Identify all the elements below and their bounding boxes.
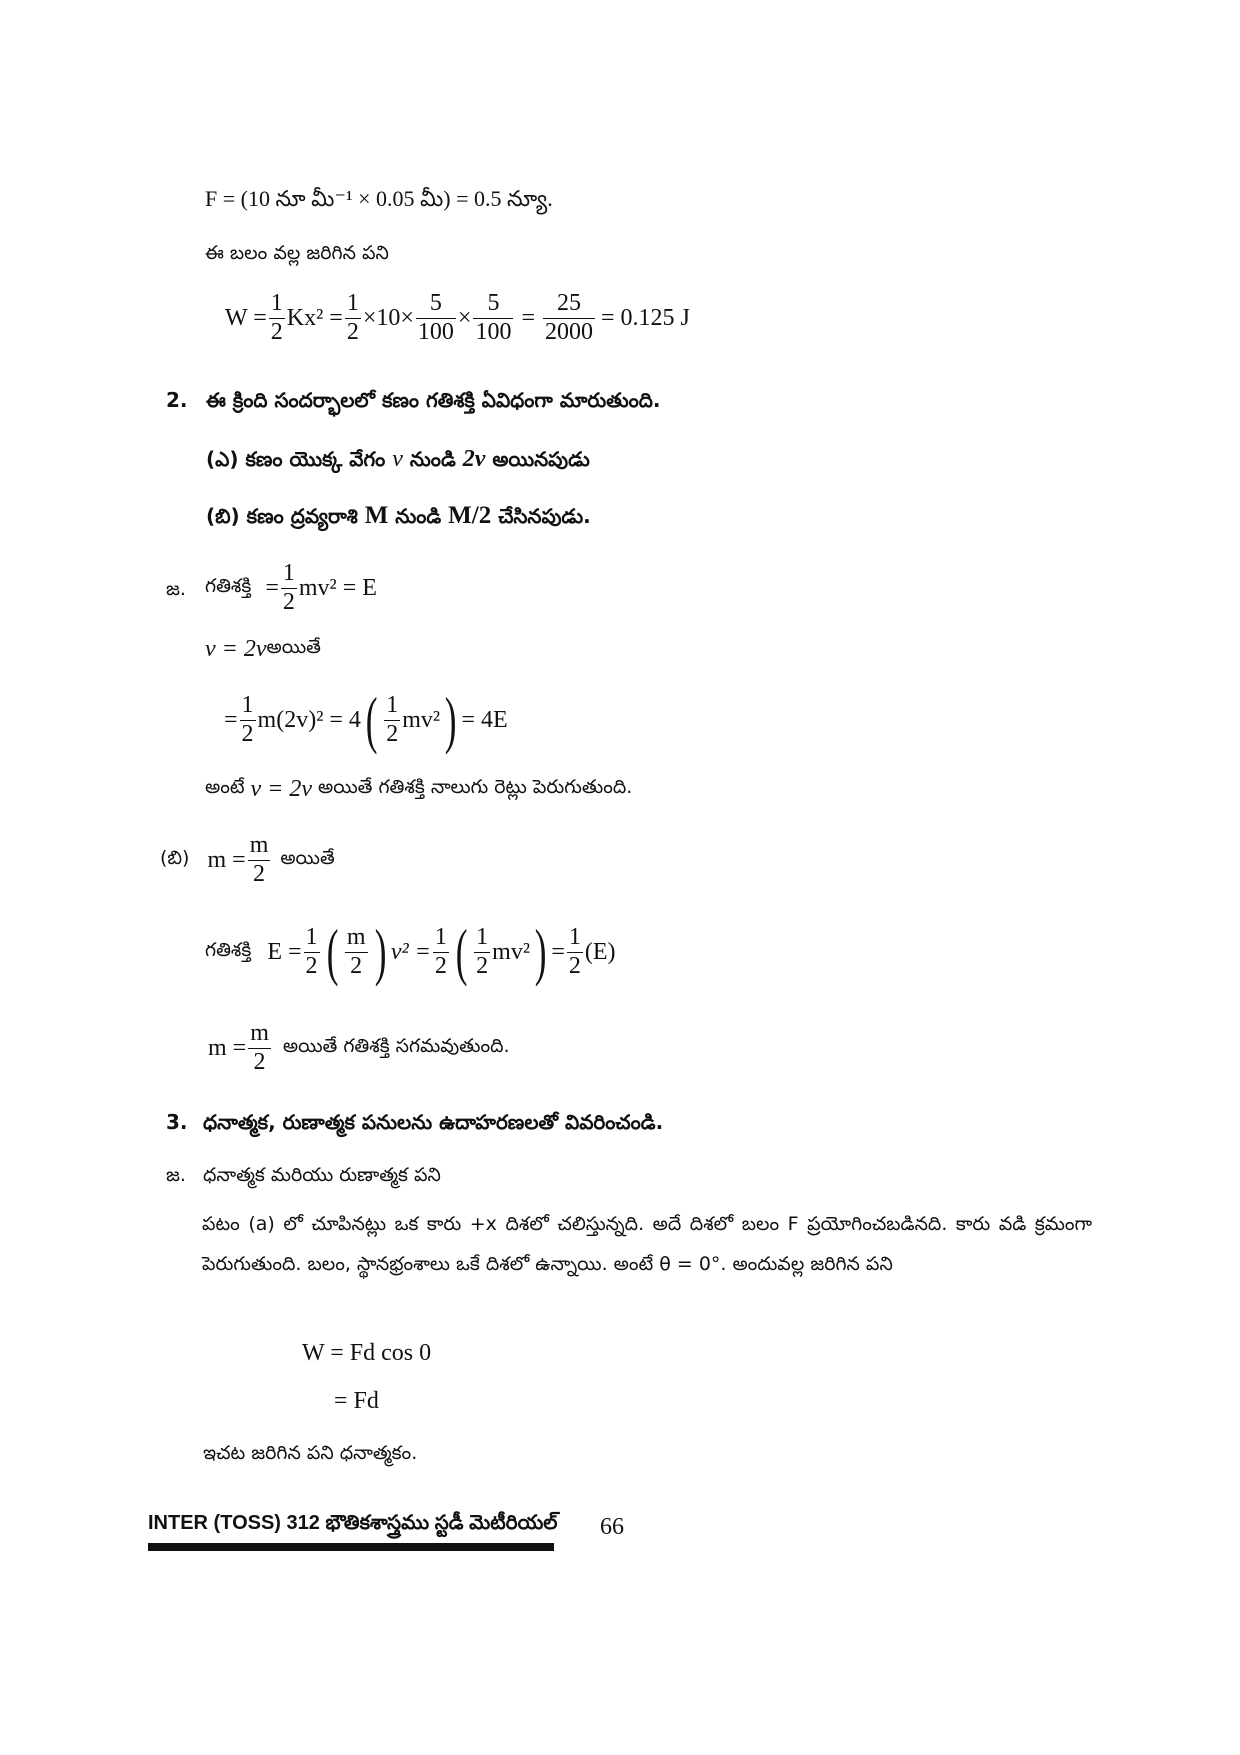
question-2-text: ఈ క్రింది సందర్భాలలో కణం గతిశక్తి ఏవిధంగా మారుతుంది. — [206, 388, 661, 412]
kinetic-energy-derivation-a: = $\frac{1}{2}$ m(2v)² = 4 ( $\frac{1}{2}$ mv² ) = 4E — [224, 684, 508, 755]
work-formula: W = Fd cos 0 — [302, 1340, 432, 1366]
times-ten: ×10× — [362, 304, 414, 331]
footer-title: INTER (TOSS) 312 భౌతికశాస్త్రము స్టడీ మెటీరియల్ — [148, 1512, 558, 1534]
times-sign: × — [457, 304, 472, 331]
answer-3-conclusion: ఇచట జరిగిన పని ధనాత్మకం. — [203, 1442, 418, 1464]
question-2-part-b: (బి) కణం ద్రవ్యరాశి M నుండి M/2 చేసినపుడు. — [206, 502, 591, 529]
conclusion-part-a: అంటే v = 2v అయితే గతిశక్తి నాలుగు రెట్లు పెరుగుతుంది. — [205, 776, 633, 802]
fraction: $\frac{1}{2}$ — [270, 290, 283, 345]
fraction: $\frac{25}{2000}$ — [545, 290, 593, 345]
question-2-number: 2. — [166, 388, 188, 412]
footer-rule — [148, 1543, 554, 1551]
conclusion-part-b: m = $\frac{m}{2}$ అయితే గతిశక్తి సగమవుతుంది. — [208, 1020, 510, 1075]
v-equals-2v: v = 2v అయితే — [205, 636, 321, 662]
question-3-text: ధనాత్మక, రుణాత్మక పనులను ఉదాహరణలతో వివరించండి. — [203, 1110, 664, 1134]
kinetic-energy-formula: గతిశక్తి = $\frac{1}{2}$ mv² = E — [205, 560, 377, 615]
answer-label: జ. — [166, 578, 186, 600]
force-equation: F = (10 నూ మీ⁻¹ × 0.05 మీ) = 0.5 న్యూ. — [205, 186, 553, 211]
answer-3-title: ధనాత్మక మరియు రుణాత్మక పని — [203, 1164, 441, 1186]
question-3-number: 3. — [166, 1110, 188, 1134]
kinetic-energy-derivation-b: గతిశక్తి E = $\frac{1}{2}$ ( $\frac{m}{2}$ ) v² = $\frac{1}{2}$ ( $\frac{1}{2}$ mv² ) = $\frac{1}{2}$ (E) — [205, 916, 616, 987]
work-result: = 0.125 J — [601, 304, 690, 331]
kx2-term: Kx² = — [286, 304, 343, 331]
question-2-part-a: (ఎ) కణం యొక్క వేగం v నుండి 2v అయినపుడు — [206, 446, 590, 472]
answer-3-paragraph: పటం (a) లో చూపినట్లు ఒక కారు +x దిశలో చలిస్తున్నది. అదే దిశలో బలం F ప్రయోగించబడినది. కారు వడి క్రమంగా పెరుగుతుంది. బలం, స్థానభ్రంశాలు ఒకే దిశలో ఉన్నాయి. అంటే θ = 0°. అందువల్ల జరిగిన పని — [202, 1213, 1092, 1275]
fraction: $\frac{5}{100}$ — [475, 290, 512, 345]
fraction: $\frac{5}{100}$ — [417, 290, 454, 345]
part-b-condition: (బి) m = $\frac{m}{2}$ అయితే — [160, 832, 335, 887]
work-label: ఈ బలం వల్ల జరిగిన పని — [205, 242, 389, 264]
fraction: $\frac{1}{2}$ — [346, 290, 359, 345]
answer-label: జ. — [166, 1164, 186, 1186]
equals-sign: = — [521, 304, 535, 331]
work-equation — [225, 290, 690, 346]
page-number: 66 — [600, 1514, 624, 1540]
work-simplified: = Fd — [334, 1388, 379, 1414]
w-lhs: W = — [225, 304, 267, 331]
